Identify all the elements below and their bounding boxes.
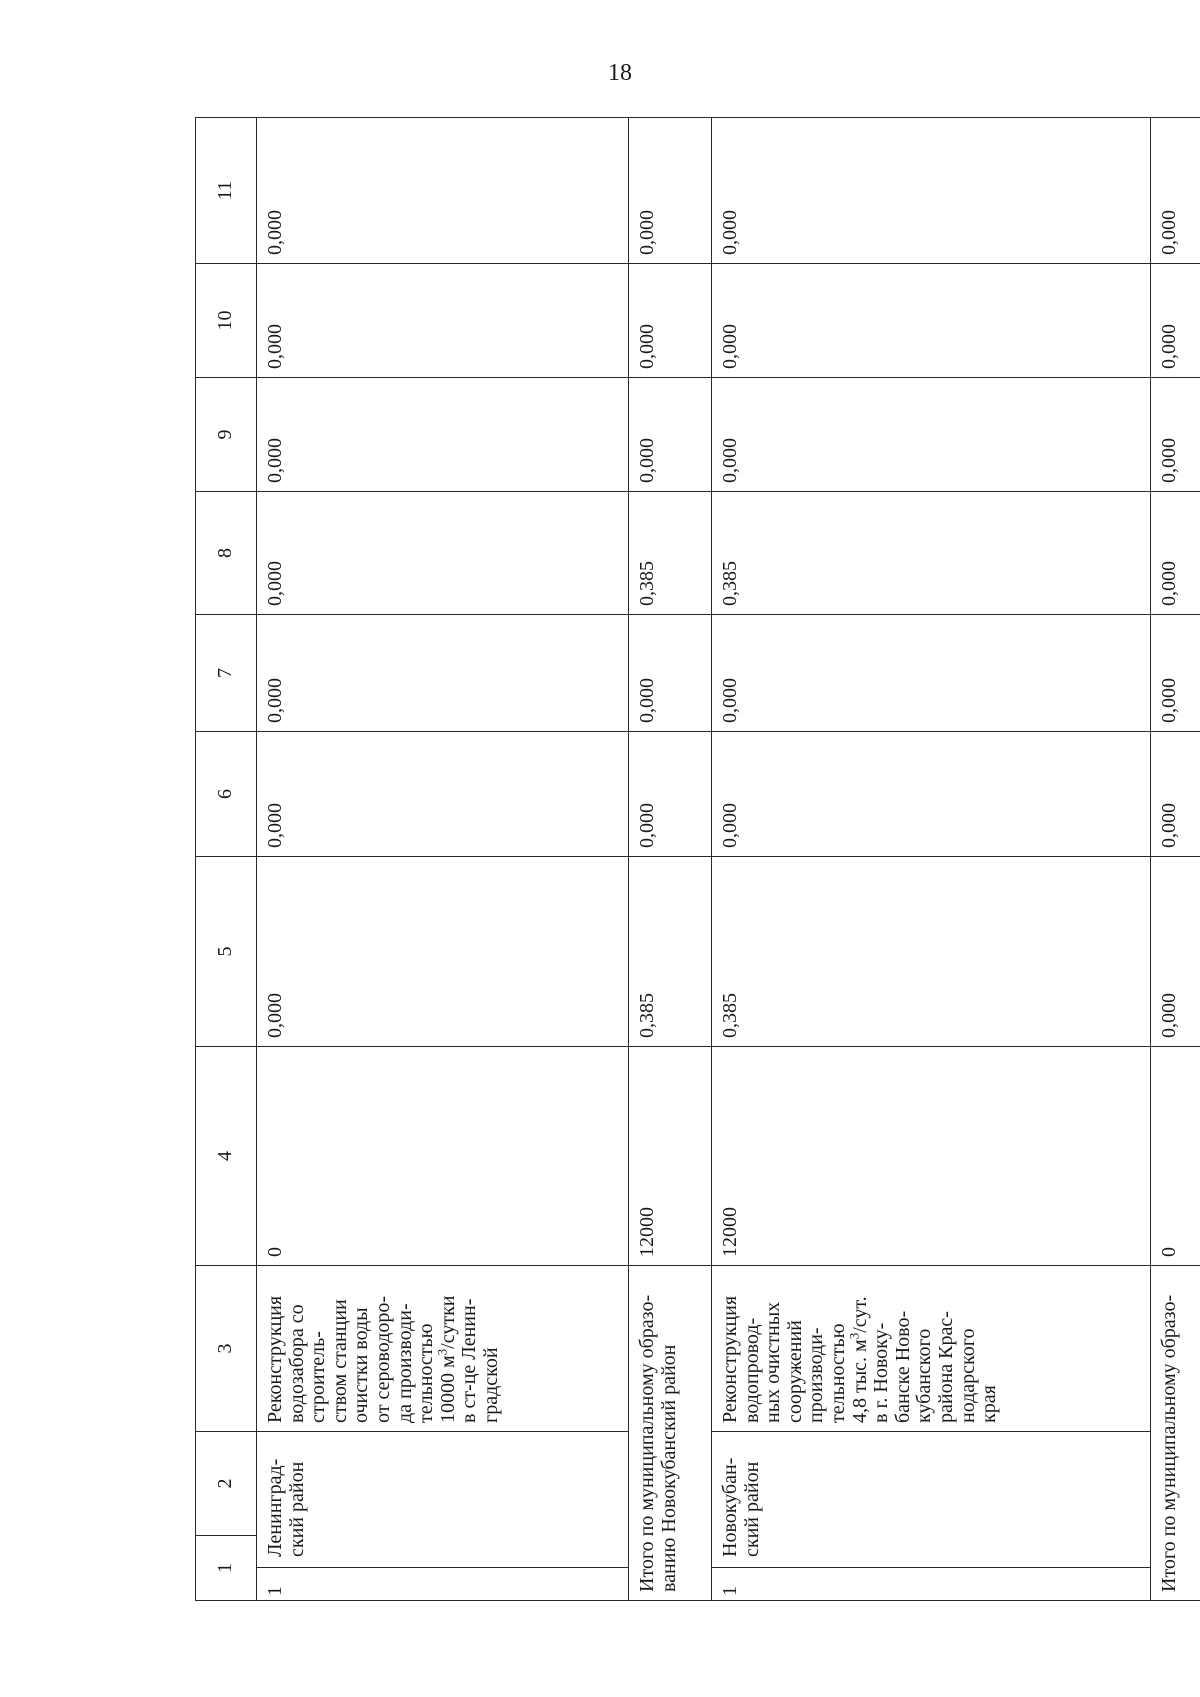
row-number-and-district-cell [712, 1432, 1151, 1601]
value-cell: 0,000 [257, 264, 629, 378]
value-cell: 0,000 [629, 118, 712, 264]
value-cell: 0,385 [712, 857, 1151, 1047]
superscript: 3 [845, 1332, 861, 1340]
data-table [195, 117, 1200, 1601]
header-cell: 2 [196, 1432, 257, 1536]
value-cell: 0,000 [1151, 118, 1200, 264]
value-cell: 0,000 [712, 264, 1151, 378]
value-cell: 0,000 [1151, 378, 1200, 492]
value-cell: 0,385 [629, 857, 712, 1047]
table-total-row [629, 118, 712, 1601]
capacity-cell: 12000 [629, 1047, 712, 1266]
header-cell: 10 [196, 264, 257, 378]
value-cell: 0,000 [1151, 492, 1200, 615]
value-cell: 0,385 [629, 492, 712, 615]
description-text: /сут. в г. Новоку- банске Ново- кубанского района Крас- нодарского края [848, 1296, 1001, 1423]
row-number: 1 [712, 1567, 1150, 1600]
value-cell: 0,000 [712, 118, 1151, 264]
value-cell: 0,000 [257, 857, 629, 1047]
description-cell [712, 1266, 1151, 1432]
value-cell: 0,000 [257, 492, 629, 615]
row-number: 1 [257, 1567, 628, 1600]
value-cell: 0,000 [712, 732, 1151, 857]
table-header-row [196, 118, 257, 1601]
district-name: Новокубан- ский район [719, 1457, 763, 1557]
value-cell: 0,000 [1151, 857, 1200, 1047]
value-cell: 0,000 [257, 118, 629, 264]
value-cell: 0,000 [257, 378, 629, 492]
header-cell: 3 [196, 1266, 257, 1432]
header-cell: 6 [196, 732, 257, 857]
total-label-cell: Итого по муниципальному образо- ванию Новокубанский район [629, 1266, 712, 1601]
superscript: 3 [434, 1348, 450, 1356]
capacity-cell: 0 [257, 1047, 629, 1266]
header-cell: 9 [196, 378, 257, 492]
table-wrapper [195, 118, 1180, 1601]
table-row [257, 118, 629, 1601]
value-cell: 0,000 [257, 615, 629, 732]
value-cell: 0,000 [629, 264, 712, 378]
value-cell: 0,000 [629, 378, 712, 492]
header-cell: 7 [196, 615, 257, 732]
value-cell: 0,000 [1151, 732, 1200, 857]
value-cell: 0,000 [1151, 615, 1200, 732]
header-cell: 4 [196, 1047, 257, 1266]
value-cell: 0,000 [629, 732, 712, 857]
description-text: /сутки в ст-це Ленин- градской [436, 1295, 502, 1423]
district-name: Ленинград- ский район [264, 1458, 308, 1557]
description-text: Реконструкция водозабора со строитель- ством станции очистки воды от сероводоро- да производи- тельностью 10000 м [264, 1295, 459, 1423]
header-cell: 11 [196, 118, 257, 264]
capacity-cell: 0 [1151, 1047, 1200, 1266]
value-cell: 0,000 [712, 615, 1151, 732]
header-cell: 1 [196, 1536, 257, 1601]
page-number: 18 [608, 60, 632, 86]
value-cell: 0,385 [712, 492, 1151, 615]
value-cell: 0,000 [1151, 264, 1200, 378]
value-cell: 0,000 [629, 615, 712, 732]
value-cell: 0,000 [712, 378, 1151, 492]
description-text: Реконструкция водопровод- ных очистных сооружений производи- тельностью 4,8 тыс. м [719, 1295, 871, 1423]
header-cell: 5 [196, 857, 257, 1047]
header-cell: 8 [196, 492, 257, 615]
table-total-row [1151, 118, 1200, 1601]
total-label-cell: Итого по муниципальному образо- [1151, 1266, 1200, 1601]
description-cell [257, 1266, 629, 1432]
table-row [712, 118, 1151, 1601]
capacity-cell: 12000 [712, 1047, 1151, 1266]
row-number-and-district-cell [257, 1432, 629, 1601]
value-cell: 0,000 [257, 732, 629, 857]
